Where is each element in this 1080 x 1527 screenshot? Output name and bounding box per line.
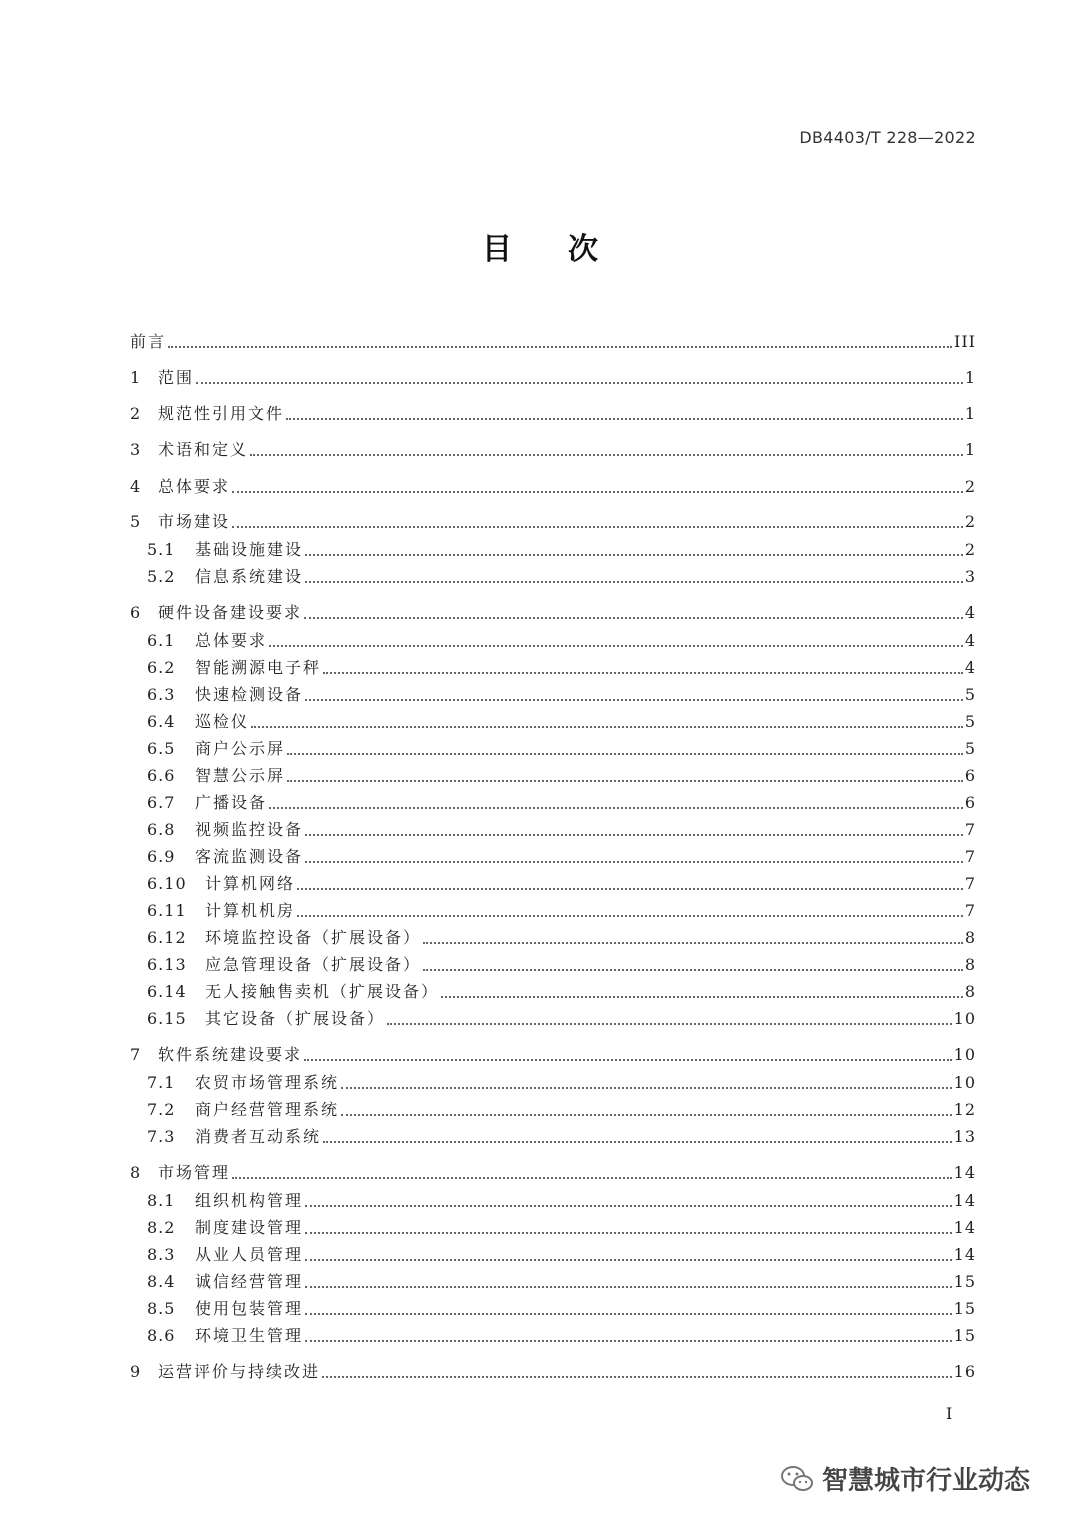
- toc-entry[interactable]: [130, 402, 976, 426]
- toc-entry-label: 环境监控设备（扩展设备）: [205, 928, 422, 947]
- document-code: DB4403/T 228—2022: [799, 128, 976, 147]
- toc-entry-number: 8.2: [147, 1218, 176, 1237]
- toc-dot-leader: [232, 526, 963, 528]
- toc-entry-page: 7: [964, 847, 976, 866]
- toc-entry-label: 硬件设备建设要求: [158, 603, 303, 622]
- toc-entry-number: 6.8: [147, 820, 176, 839]
- toc-entry-label: 巡检仪: [195, 712, 250, 731]
- toc-entry-page: 15: [953, 1272, 976, 1291]
- toc-entry-label: 制度建设管理: [195, 1218, 304, 1237]
- toc-entry-page: 12: [953, 1100, 976, 1119]
- toc-entry[interactable]: [130, 475, 976, 499]
- toc-subentry[interactable]: [147, 818, 976, 842]
- toc-entry-number: 6.9: [147, 847, 176, 866]
- page-title-char-1: 目: [482, 232, 512, 267]
- toc-dot-leader: [305, 699, 963, 701]
- toc-entry-page: 4: [964, 603, 976, 622]
- toc-dot-leader: [423, 942, 963, 944]
- toc-entry[interactable]: [130, 1360, 976, 1384]
- toc-dot-leader: [196, 382, 963, 384]
- toc-entry-page: 14: [953, 1191, 976, 1210]
- toc-entry-number: 8.1: [147, 1191, 176, 1210]
- toc-entry-page: 15: [953, 1326, 976, 1345]
- toc-subentry[interactable]: [147, 629, 976, 653]
- toc-subentry[interactable]: [147, 926, 976, 950]
- toc-dot-leader: [250, 454, 963, 456]
- toc-entry-number: 8.6: [147, 1326, 176, 1345]
- toc-entry-page: 7: [964, 901, 976, 920]
- toc-entry-page: 8: [964, 928, 976, 947]
- toc-entry[interactable]: [130, 1043, 976, 1067]
- toc-entry-page: 14: [953, 1163, 976, 1182]
- toc-entry-number: 8.5: [147, 1299, 176, 1318]
- toc-subentry[interactable]: [147, 1270, 976, 1294]
- toc-entry-label: 总体要求: [195, 631, 268, 650]
- toc-entry-label: 快速检测设备: [195, 685, 304, 704]
- toc-entry-number: 6.2: [147, 658, 176, 677]
- toc-entry-number: 7.2: [147, 1100, 176, 1119]
- toc-entry-number: 6.11: [147, 901, 187, 920]
- toc-dot-leader: [269, 645, 963, 647]
- toc-entry-label: 总体要求: [158, 477, 231, 496]
- toc-dot-leader: [305, 554, 963, 556]
- toc-dot-leader: [304, 1059, 952, 1061]
- toc-entry-number: 9: [130, 1362, 141, 1381]
- toc-dot-leader: [251, 726, 963, 728]
- toc-entry-page: 13: [953, 1127, 976, 1146]
- toc-entry-page: 4: [964, 631, 976, 650]
- toc-entry-label: 软件系统建设要求: [158, 1045, 303, 1064]
- toc-entry-number: 6.15: [147, 1009, 187, 1028]
- toc-entry-page: 2: [964, 512, 976, 531]
- page-title-char-2: 次: [568, 232, 598, 267]
- toc-subentry[interactable]: [147, 980, 976, 1004]
- toc-entry-label: 商户经营管理系统: [195, 1100, 340, 1119]
- toc-entry-page: 14: [953, 1245, 976, 1264]
- toc-entry-label: 客流监测设备: [195, 847, 304, 866]
- toc-entry-page: 7: [964, 874, 976, 893]
- toc-entry-label: 组织机构管理: [195, 1191, 304, 1210]
- toc-subentry[interactable]: [147, 1007, 976, 1031]
- toc-entry-label: 环境卫生管理: [195, 1326, 304, 1345]
- toc-entry[interactable]: [130, 601, 976, 625]
- toc-entry-label: 广播设备: [195, 793, 268, 812]
- toc-entry-page: 1: [964, 368, 976, 387]
- toc-entry-label: 前言: [130, 332, 167, 351]
- toc-entry-number: 7.3: [147, 1127, 176, 1146]
- toc-dot-leader: [305, 1232, 952, 1234]
- toc-entry-label: 智慧公示屏: [195, 766, 286, 785]
- toc-dot-leader: [297, 888, 963, 890]
- toc-entry-page: 7: [964, 820, 976, 839]
- toc-entry-label: 农贸市场管理系统: [195, 1073, 340, 1092]
- toc-entry-page: 16: [953, 1362, 976, 1381]
- toc-entry[interactable]: [130, 1161, 976, 1185]
- toc-dot-leader: [305, 1340, 952, 1342]
- toc-entry-page: 10: [953, 1009, 976, 1028]
- toc-dot-leader: [387, 1023, 952, 1025]
- toc-entry-label: 无人接触售卖机（扩展设备）: [205, 982, 440, 1001]
- toc-subentry[interactable]: [147, 565, 976, 589]
- toc-entry-page: 3: [964, 567, 976, 586]
- toc-entry-number: 3: [130, 440, 141, 459]
- toc-entry-number: 4: [130, 477, 141, 496]
- toc-entry-number: 7.1: [147, 1073, 176, 1092]
- toc-entry-number: 6.1: [147, 631, 176, 650]
- toc-subentry[interactable]: [147, 899, 976, 923]
- toc-entry-number: 6.5: [147, 739, 176, 758]
- toc-dot-leader: [232, 491, 963, 493]
- toc-entry-page: 6: [964, 766, 976, 785]
- toc-entry-number: 6.14: [147, 982, 187, 1001]
- toc-entry-number: 8: [130, 1163, 141, 1182]
- toc-subentry[interactable]: [147, 845, 976, 869]
- toc-entry-label: 基础设施建设: [195, 540, 304, 559]
- toc-subentry[interactable]: [147, 764, 976, 788]
- toc-dot-leader: [305, 1286, 952, 1288]
- toc-subentry[interactable]: [147, 1125, 976, 1149]
- toc-entry-number: 5.2: [147, 567, 176, 586]
- toc-subentry[interactable]: [147, 791, 976, 815]
- toc-entry-page: 1: [964, 440, 976, 459]
- toc-dot-leader: [168, 346, 952, 348]
- toc-subentry[interactable]: [147, 656, 976, 680]
- toc-entry-page: 5: [964, 685, 976, 704]
- toc-subentry[interactable]: [147, 1098, 976, 1122]
- toc-entry-label: 术语和定义: [158, 440, 249, 459]
- toc-entry-page: 10: [953, 1045, 976, 1064]
- toc-entry-number: 6.10: [147, 874, 187, 893]
- toc-dot-leader: [323, 672, 963, 674]
- page-number: I: [946, 1404, 953, 1423]
- toc-entry-number: 5.1: [147, 540, 176, 559]
- toc-subentry[interactable]: [147, 1297, 976, 1321]
- toc-dot-leader: [287, 780, 963, 782]
- toc-subentry[interactable]: [147, 538, 976, 562]
- toc-entry[interactable]: [130, 330, 976, 354]
- toc-entry-label: 应急管理设备（扩展设备）: [205, 955, 422, 974]
- toc-entry-label: 信息系统建设: [195, 567, 304, 586]
- toc-entry-number: 7: [130, 1045, 141, 1064]
- toc-entry-label: 从业人员管理: [195, 1245, 304, 1264]
- toc-entry-page: 14: [953, 1218, 976, 1237]
- toc-entry-label: 计算机网络: [205, 874, 296, 893]
- toc-entry-number: 6.4: [147, 712, 176, 731]
- toc-dot-leader: [341, 1087, 952, 1089]
- toc-dot-leader: [305, 834, 963, 836]
- toc-entry[interactable]: [130, 366, 976, 390]
- toc-entry-number: 1: [130, 368, 141, 387]
- toc-entry-page: 10: [953, 1073, 976, 1092]
- toc-entry-page: 2: [964, 540, 976, 559]
- toc-entry-label: 规范性引用文件: [158, 404, 285, 423]
- toc-entry-label: 计算机机房: [205, 901, 296, 920]
- toc-dot-leader: [322, 1376, 952, 1378]
- toc-subentry[interactable]: [147, 1324, 976, 1348]
- toc-entry-label: 使用包装管理: [195, 1299, 304, 1318]
- toc-entry-number: 6.12: [147, 928, 187, 947]
- toc-dot-leader: [441, 996, 963, 998]
- toc-dot-leader: [323, 1141, 952, 1143]
- wechat-icon: [780, 1464, 814, 1494]
- toc-entry-number: 6.6: [147, 766, 176, 785]
- toc-entry[interactable]: [130, 438, 976, 462]
- toc-entry-page: 6: [964, 793, 976, 812]
- toc-dot-leader: [232, 1177, 952, 1179]
- toc-entry-page: 8: [964, 955, 976, 974]
- toc-entry-label: 运营评价与持续改进: [158, 1362, 321, 1381]
- toc-entry-number: 8.3: [147, 1245, 176, 1264]
- toc-entry-number: 2: [130, 404, 141, 423]
- toc-entry-label: 智能溯源电子秤: [195, 658, 322, 677]
- toc-subentry[interactable]: [147, 710, 976, 734]
- toc-subentry[interactable]: [147, 1243, 976, 1267]
- page-title: [0, 224, 1080, 268]
- toc-dot-leader: [305, 1259, 952, 1261]
- toc-subentry[interactable]: [147, 953, 976, 977]
- toc-subentry[interactable]: [147, 683, 976, 707]
- watermark: [780, 1460, 1030, 1497]
- toc-entry-page: 1: [964, 404, 976, 423]
- toc-entry-number: 8.4: [147, 1272, 176, 1291]
- toc-entry-page: III: [954, 332, 976, 351]
- toc-dot-leader: [305, 581, 963, 583]
- toc-dot-leader: [297, 915, 963, 917]
- toc-entry-label: 商户公示屏: [195, 739, 286, 758]
- toc-dot-leader: [287, 753, 963, 755]
- toc-entry-page: 8: [964, 982, 976, 1001]
- toc-subentry[interactable]: [147, 872, 976, 896]
- toc-dot-leader: [269, 807, 963, 809]
- toc-entry-label: 市场建设: [158, 512, 231, 531]
- toc-entry-number: 5: [130, 512, 141, 531]
- toc-entry-label: 范围: [158, 368, 195, 387]
- toc-entry-label: 消费者互动系统: [195, 1127, 322, 1146]
- toc-entry-number: 6.3: [147, 685, 176, 704]
- toc-dot-leader: [305, 1205, 952, 1207]
- toc-subentry[interactable]: [147, 1071, 976, 1095]
- toc-entry-page: 2: [964, 477, 976, 496]
- toc-dot-leader: [304, 617, 963, 619]
- toc-entry[interactable]: [130, 510, 976, 534]
- toc-entry-label: 其它设备（扩展设备）: [205, 1009, 386, 1028]
- toc-entry-page: 5: [964, 739, 976, 758]
- toc-entry-label: 市场管理: [158, 1163, 231, 1182]
- toc-subentry[interactable]: [147, 1189, 976, 1213]
- watermark-text: 智慧城市行业动态: [822, 1466, 1031, 1496]
- toc-entry-page: 4: [964, 658, 976, 677]
- toc-dot-leader: [423, 969, 963, 971]
- toc-entry-number: 6.7: [147, 793, 176, 812]
- toc-entry-label: 诚信经营管理: [195, 1272, 304, 1291]
- toc-entry-page: 15: [953, 1299, 976, 1318]
- toc-entry-page: 5: [964, 712, 976, 731]
- toc-dot-leader: [286, 418, 963, 420]
- toc-dot-leader: [341, 1114, 952, 1116]
- toc-dot-leader: [305, 1313, 952, 1315]
- toc-subentry[interactable]: [147, 1216, 976, 1240]
- toc-dot-leader: [305, 861, 963, 863]
- toc-subentry[interactable]: [147, 737, 976, 761]
- toc-entry-label: 视频监控设备: [195, 820, 304, 839]
- toc-entry-number: 6: [130, 603, 141, 622]
- toc-entry-number: 6.13: [147, 955, 187, 974]
